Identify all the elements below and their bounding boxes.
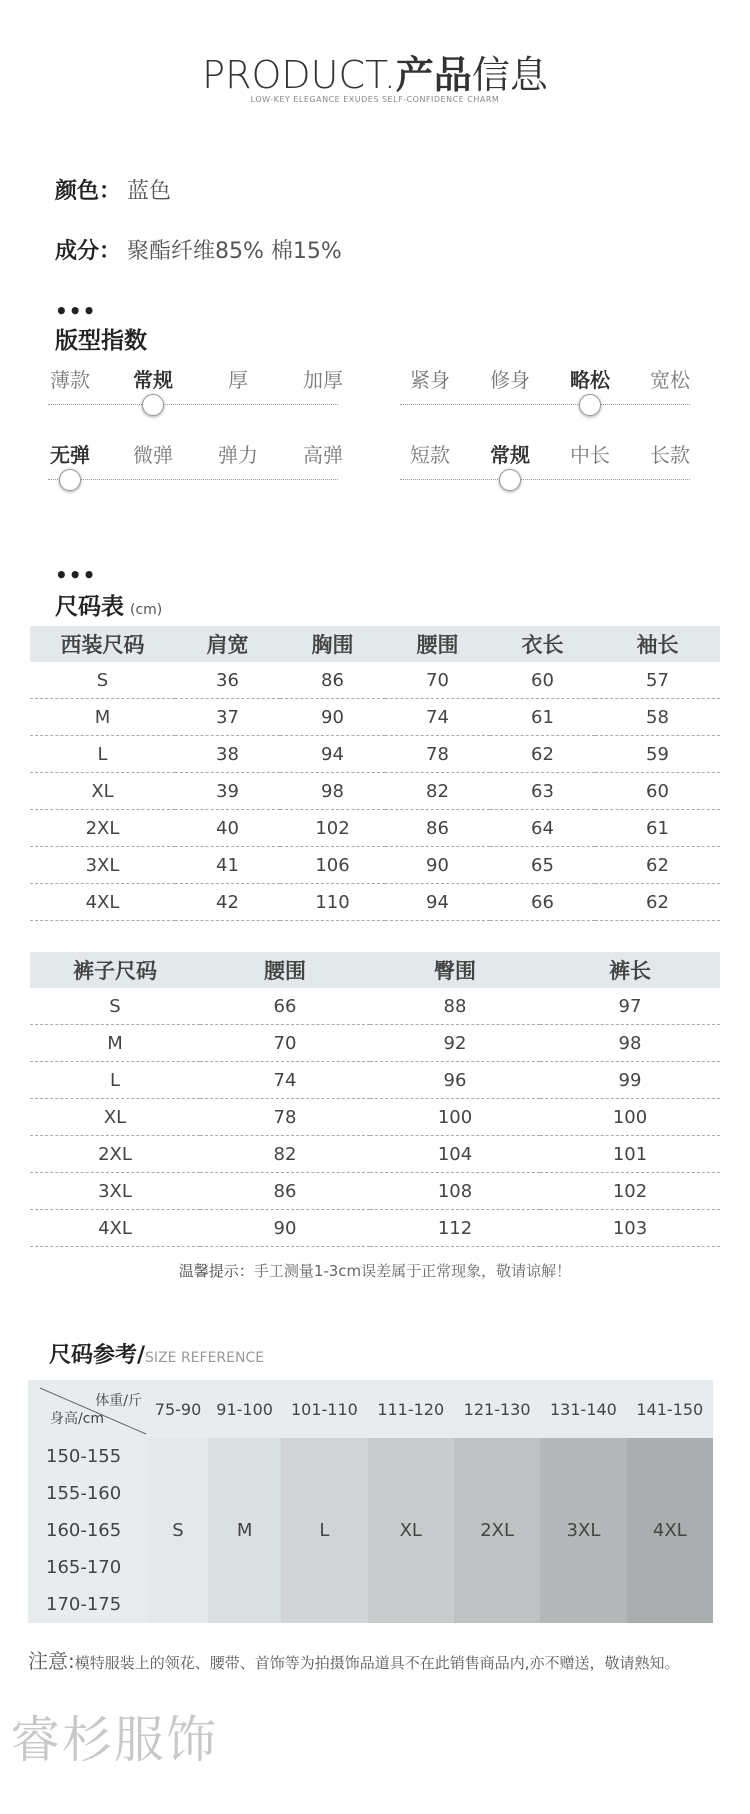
table-cell: 62 (595, 847, 720, 884)
table-row (30, 773, 720, 810)
scale-option: 短款 (410, 443, 450, 467)
material-attribute: 成分： 聚酯纤维85% 棉15% (55, 239, 342, 264)
size-reference-title: 尺码参考/SIZE REFERENCE (49, 1343, 265, 1368)
table-cell: 92 (370, 1025, 540, 1062)
table-header: 袖长 (595, 626, 720, 662)
measurement-tip: 温馨提示：手工测量1-3cm误差属于正常现象，敬请谅解！ (178, 1262, 572, 1280)
page-title: PRODUCT.产品信息 (202, 53, 548, 97)
table-cell: XL (30, 773, 175, 810)
table-cell: L (30, 1062, 200, 1099)
table-cell: 98 (540, 1025, 720, 1062)
height-label: 150-155 (28, 1438, 148, 1475)
table-header: 臀围 (370, 952, 540, 988)
table-cell: 36 (175, 662, 280, 699)
table-cell: 61 (490, 699, 595, 736)
scale-line (48, 479, 338, 480)
color-attribute: 颜色： 蓝色 (55, 179, 172, 204)
scale-line (48, 404, 338, 405)
table-cell: 62 (490, 736, 595, 773)
table-cell: 42 (175, 884, 280, 921)
table-cell: 37 (175, 699, 280, 736)
table-row (30, 988, 720, 1025)
table-cell: XL (30, 1099, 200, 1136)
table-cell: 86 (385, 810, 490, 847)
scale-option: 薄款 (50, 368, 90, 392)
table-cell: 74 (200, 1062, 370, 1099)
table-header: 肩宽 (175, 626, 280, 662)
table-cell: 96 (370, 1062, 540, 1099)
weight-header: 131-140 (540, 1380, 626, 1438)
table-cell: 60 (595, 773, 720, 810)
table-header: 裤长 (540, 952, 720, 988)
size-cell: M (208, 1438, 281, 1623)
table-header: 裤子尺码 (30, 952, 200, 988)
scale-option: 略松 (570, 368, 610, 392)
section-dots: ••• (55, 299, 97, 323)
note: 注意:模特服装上的领花、腰带、首饰等为拍摄饰品道具不在此销售商品内,亦不赠送，敬请熟知。 (28, 1649, 680, 1673)
table-header: 胸围 (280, 626, 385, 662)
table-cell: 106 (280, 847, 385, 884)
scale-knob (579, 394, 601, 416)
scale-knob (499, 469, 521, 491)
table-cell: 57 (595, 662, 720, 699)
size-cell: 2XL (454, 1438, 540, 1623)
weight-header: 101-110 (281, 1380, 367, 1438)
table-cell: 39 (175, 773, 280, 810)
table-cell: 74 (385, 699, 490, 736)
fit-index-title: 版型指数 (55, 328, 147, 354)
scale-option: 中长 (570, 443, 610, 467)
weight-header: 121-130 (454, 1380, 540, 1438)
table-cell: 4XL (30, 1210, 200, 1247)
table-cell: 78 (385, 736, 490, 773)
height-label: 170-175 (28, 1586, 148, 1623)
table-cell: 4XL (30, 884, 175, 921)
table-cell: 100 (370, 1099, 540, 1136)
weight-header: 75-90 (148, 1380, 208, 1438)
scale-line (400, 479, 690, 480)
scale-knob (59, 469, 81, 491)
table-row (30, 736, 720, 773)
scale-option: 厚 (228, 368, 248, 392)
table-row (30, 1099, 720, 1136)
table-header: 衣长 (490, 626, 595, 662)
table-row (30, 847, 720, 884)
table-row (30, 810, 720, 847)
table-cell: 90 (280, 699, 385, 736)
size-cell: 3XL (540, 1438, 626, 1623)
length-scale (400, 439, 690, 499)
table-cell: 100 (540, 1099, 720, 1136)
weight-header: 141-150 (627, 1380, 713, 1438)
table-cell: 110 (280, 884, 385, 921)
table-row (30, 1210, 720, 1247)
scale-option: 高弹 (303, 443, 343, 467)
pants-size-table (30, 952, 720, 1247)
size-reference-table (28, 1380, 713, 1623)
table-cell: 99 (540, 1062, 720, 1099)
table-cell: 94 (385, 884, 490, 921)
table-cell: 90 (200, 1210, 370, 1247)
table-cell: 108 (370, 1173, 540, 1210)
table-cell: 88 (370, 988, 540, 1025)
section-dots: ••• (55, 563, 97, 587)
table-cell: 2XL (30, 810, 175, 847)
table-cell: 66 (490, 884, 595, 921)
weight-header: 91-100 (208, 1380, 281, 1438)
scale-option: 长款 (650, 443, 690, 467)
table-cell: 64 (490, 810, 595, 847)
table-header: 腰围 (385, 626, 490, 662)
size-table-title: 尺码表 (cm) (55, 594, 163, 620)
scale-option: 紧身 (410, 368, 450, 392)
table-cell: 3XL (30, 1173, 200, 1210)
scale-option: 加厚 (303, 368, 343, 392)
size-cell: 4XL (627, 1438, 713, 1623)
table-cell: 78 (200, 1099, 370, 1136)
scale-option: 常规 (133, 368, 173, 392)
stretch-scale (48, 439, 343, 499)
size-cell: L (281, 1438, 367, 1623)
scale-option: 修身 (490, 368, 530, 392)
table-cell: 86 (200, 1173, 370, 1210)
table-cell: 102 (540, 1173, 720, 1210)
table-cell: 82 (200, 1136, 370, 1173)
fit-type-scale (400, 364, 690, 424)
table-cell: 86 (280, 662, 385, 699)
thickness-scale (48, 364, 343, 424)
table-row (30, 1173, 720, 1210)
table-cell: 70 (385, 662, 490, 699)
size-cell: XL (368, 1438, 454, 1623)
scale-option: 无弹 (50, 443, 90, 467)
table-cell: S (30, 988, 200, 1025)
height-label: 160-165 (28, 1512, 148, 1549)
brand-watermark: 睿杉服饰 (10, 1711, 218, 1769)
table-row (30, 884, 720, 921)
scale-line (400, 404, 690, 405)
table-cell: 40 (175, 810, 280, 847)
table-cell: 104 (370, 1136, 540, 1173)
table-cell: 102 (280, 810, 385, 847)
size-cell: S (148, 1438, 208, 1623)
ref-corner-cell: 体重/斤 身高/cm (28, 1380, 148, 1438)
height-label: 165-170 (28, 1549, 148, 1586)
suit-size-table (30, 626, 720, 921)
table-cell: 2XL (30, 1136, 200, 1173)
table-cell: 60 (490, 662, 595, 699)
table-cell: 82 (385, 773, 490, 810)
scale-knob (142, 394, 164, 416)
table-cell: 58 (595, 699, 720, 736)
table-row (30, 699, 720, 736)
table-cell: M (30, 1025, 200, 1062)
scale-option: 弹力 (218, 443, 258, 467)
table-header: 腰围 (200, 952, 370, 988)
scale-option: 常规 (490, 443, 530, 467)
table-cell: 41 (175, 847, 280, 884)
table-cell: 101 (540, 1136, 720, 1173)
table-cell: 98 (280, 773, 385, 810)
table-row (30, 1025, 720, 1062)
weight-header: 111-120 (368, 1380, 454, 1438)
table-row (30, 1136, 720, 1173)
table-cell: 62 (595, 884, 720, 921)
table-cell: 63 (490, 773, 595, 810)
scale-option: 宽松 (650, 368, 690, 392)
table-cell: S (30, 662, 175, 699)
table-cell: 65 (490, 847, 595, 884)
scale-option: 微弹 (133, 443, 173, 467)
page-subtitle: LOW-KEY ELEGANCE EXUDES SELF-CONFIDENCE CHARM (250, 95, 500, 104)
table-cell: L (30, 736, 175, 773)
table-cell: 90 (385, 847, 490, 884)
table-cell: 38 (175, 736, 280, 773)
table-cell: 103 (540, 1210, 720, 1247)
table-cell: 66 (200, 988, 370, 1025)
table-cell: M (30, 699, 175, 736)
table-row (30, 1062, 720, 1099)
table-cell: 59 (595, 736, 720, 773)
table-cell: 3XL (30, 847, 175, 884)
table-cell: 97 (540, 988, 720, 1025)
table-cell: 70 (200, 1025, 370, 1062)
table-cell: 61 (595, 810, 720, 847)
table-row (28, 1438, 713, 1475)
height-label: 155-160 (28, 1475, 148, 1512)
table-cell: 94 (280, 736, 385, 773)
table-row (30, 662, 720, 699)
table-cell: 112 (370, 1210, 540, 1247)
table-header: 西装尺码 (30, 626, 175, 662)
